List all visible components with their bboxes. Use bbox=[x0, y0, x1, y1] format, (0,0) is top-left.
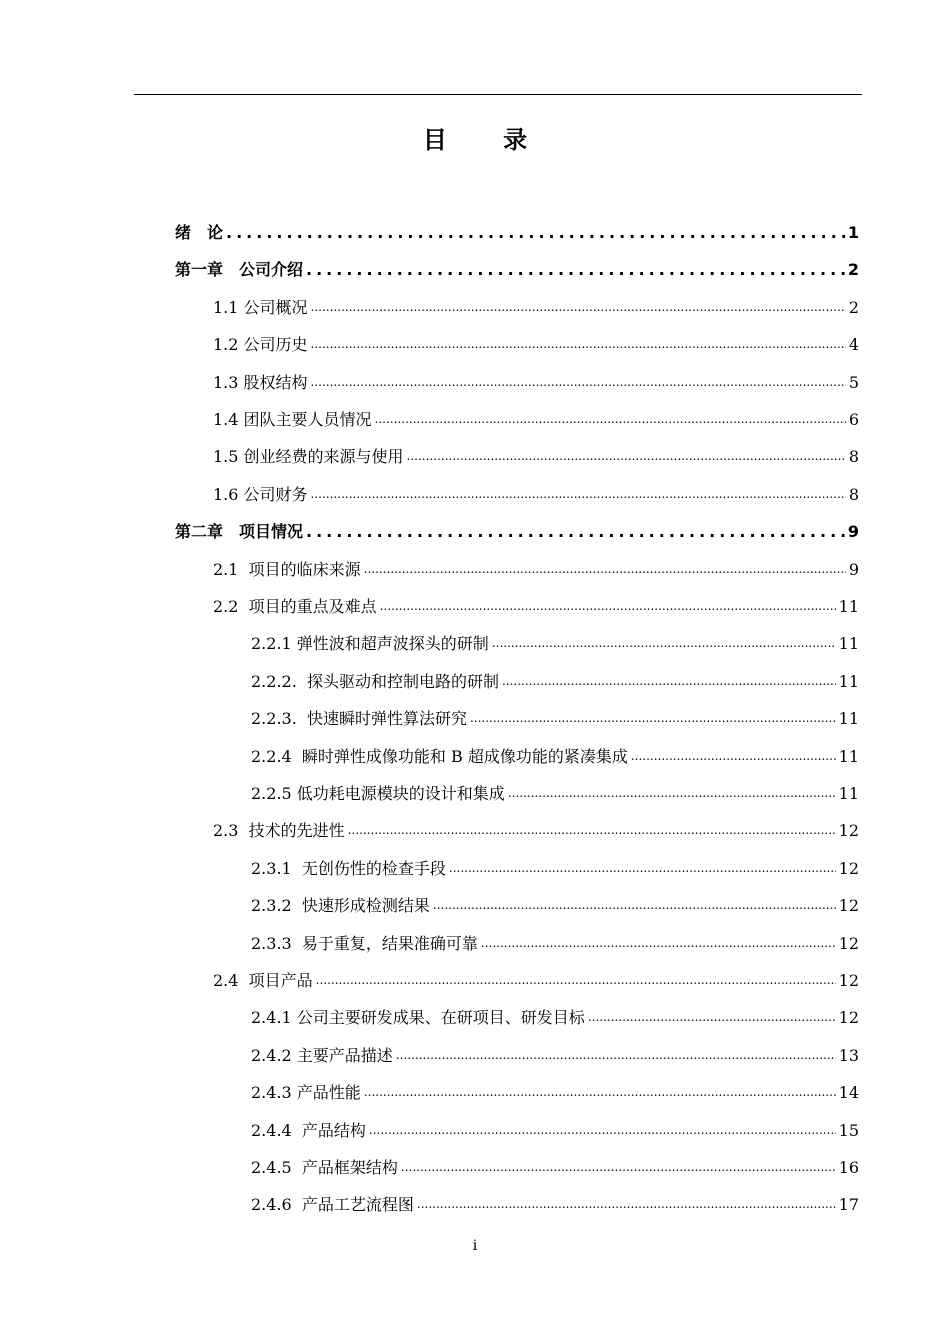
toc-subsection-entry[interactable] bbox=[251, 775, 859, 812]
toc-entry-page: 11 bbox=[838, 634, 859, 654]
header-rule bbox=[134, 94, 862, 95]
toc-entry-label: 2.4.4 产品结构 bbox=[251, 1120, 366, 1140]
toc-section-entry[interactable] bbox=[213, 289, 859, 326]
toc-dot-leader bbox=[407, 438, 846, 475]
toc-dot-leader bbox=[380, 588, 836, 625]
toc-entry-label: 1.2 公司历史 bbox=[213, 335, 308, 355]
toc-entry-page: 4 bbox=[848, 335, 859, 355]
toc-subsection-entry[interactable] bbox=[251, 1074, 859, 1111]
toc-entry-label: 2.2 项目的重点及难点 bbox=[213, 597, 377, 616]
toc-entry-label: 2.3.2 快速形成检测结果 bbox=[251, 896, 430, 916]
toc-chapter-entry[interactable] bbox=[175, 251, 859, 288]
toc-dot-leader bbox=[316, 962, 836, 999]
toc-dot-leader bbox=[375, 401, 846, 438]
toc-entry-page: 9 bbox=[847, 522, 859, 542]
toc-dot-leader bbox=[470, 700, 836, 737]
toc-entry-page: 11 bbox=[838, 746, 859, 766]
toc-entry-page: 11 bbox=[838, 671, 859, 691]
toc-entry-label: 2.4.3 产品性能 bbox=[251, 1083, 361, 1103]
toc-dot-leader bbox=[311, 364, 846, 401]
page-number: i bbox=[472, 1238, 478, 1254]
toc-entry-label: 2.4.1 公司主要研发成果、在研项目、研发目标 bbox=[251, 1008, 585, 1028]
toc-entry-label: 绪 论 bbox=[175, 223, 224, 242]
toc-dot-leader bbox=[508, 775, 836, 812]
toc-dot-leader bbox=[226, 214, 845, 251]
toc-entry-label: 2.1 项目的临床来源 bbox=[213, 559, 361, 579]
toc-entry-page: 12 bbox=[838, 896, 859, 916]
toc-subsection-entry[interactable] bbox=[251, 700, 859, 737]
toc-subsection-entry[interactable] bbox=[251, 625, 859, 662]
toc-entry-label: 2.4.2 主要产品描述 bbox=[251, 1045, 393, 1065]
toc-dot-leader bbox=[631, 738, 836, 775]
toc-entry-page: 2 bbox=[848, 297, 859, 317]
toc-chapter-entry[interactable] bbox=[175, 214, 859, 251]
toc-section-entry[interactable] bbox=[213, 326, 859, 363]
toc-subsection-entry[interactable] bbox=[251, 1037, 859, 1074]
toc-dot-leader bbox=[481, 925, 836, 962]
toc-entry-label: 2.4 项目产品 bbox=[213, 971, 313, 990]
toc-entry-page: 16 bbox=[838, 1158, 859, 1177]
toc-entry-label: 第二章 项目情况 bbox=[175, 522, 304, 542]
toc-subsection-entry[interactable] bbox=[251, 663, 859, 700]
toc-entry-label: 2.3.3 易于重复，结果准确可靠 bbox=[251, 933, 478, 953]
toc-entry-label: 2.2.4 瞬时弹性成像功能和 B 超成像功能的紧凑集成 bbox=[251, 746, 628, 766]
toc-chapter-entry[interactable] bbox=[175, 513, 859, 550]
toc-section-entry[interactable] bbox=[213, 364, 859, 401]
toc-dot-leader bbox=[502, 663, 836, 700]
toc-dot-leader bbox=[311, 326, 846, 363]
toc-entry-label: 1.4 团队主要人员情况 bbox=[213, 410, 372, 429]
toc-subsection-entry[interactable] bbox=[251, 1186, 859, 1223]
toc-entry-page: 14 bbox=[838, 1083, 859, 1103]
toc-entry-page: 1 bbox=[847, 223, 859, 242]
toc-section-entry[interactable] bbox=[213, 588, 859, 625]
toc-entry-page: 8 bbox=[848, 447, 859, 467]
toc-dot-leader bbox=[311, 289, 846, 326]
toc-entry-page: 2 bbox=[847, 260, 859, 280]
toc-subsection-entry[interactable] bbox=[251, 1149, 859, 1186]
toc-subsection-entry[interactable] bbox=[251, 925, 859, 962]
toc-entry-label: 1.3 股权结构 bbox=[213, 372, 308, 392]
toc-entry-page: 12 bbox=[838, 858, 859, 878]
toc-section-entry[interactable] bbox=[213, 401, 859, 438]
toc-dot-leader bbox=[306, 513, 845, 550]
toc-subsection-entry[interactable] bbox=[251, 887, 859, 924]
toc-dot-leader bbox=[364, 551, 846, 588]
toc-section-entry[interactable] bbox=[213, 551, 859, 588]
toc-entry-label: 2.2.2. 探头驱动和控制电路的研制 bbox=[251, 671, 499, 691]
toc-dot-leader bbox=[417, 1186, 836, 1223]
toc-section-entry[interactable] bbox=[213, 438, 859, 475]
toc-entry-page: 13 bbox=[838, 1045, 859, 1065]
toc-entry-page: 11 bbox=[838, 597, 859, 616]
toc-entry-page: 9 bbox=[848, 559, 859, 579]
toc-dot-leader bbox=[311, 476, 846, 513]
toc-dot-leader bbox=[396, 1037, 836, 1074]
toc-dot-leader bbox=[492, 625, 836, 662]
toc-entry-page: 17 bbox=[838, 1195, 859, 1215]
toc-dot-leader bbox=[369, 1112, 836, 1149]
toc-section-entry[interactable] bbox=[213, 962, 859, 999]
toc-dot-leader bbox=[364, 1074, 836, 1111]
toc-entry-label: 1.1 公司概况 bbox=[213, 297, 308, 317]
toc-entry-page: 15 bbox=[838, 1120, 859, 1140]
toc-entry-label: 1.6 公司财务 bbox=[213, 484, 308, 504]
toc-entry-page: 12 bbox=[838, 971, 859, 990]
toc-dot-leader bbox=[306, 251, 845, 288]
toc-dot-leader bbox=[401, 1149, 836, 1186]
toc-dot-leader bbox=[433, 887, 836, 924]
toc-entry-label: 2.4.5 产品框架结构 bbox=[251, 1158, 398, 1177]
toc-entry-label: 2.3 技术的先进性 bbox=[213, 821, 345, 841]
toc-entry-label: 第一章 公司介绍 bbox=[175, 260, 304, 280]
toc-entry-page: 11 bbox=[838, 709, 859, 729]
toc-entry-label: 2.4.6 产品工艺流程图 bbox=[251, 1195, 414, 1215]
toc-entry-page: 12 bbox=[838, 933, 859, 953]
toc-subsection-entry[interactable] bbox=[251, 738, 859, 775]
toc-section-entry[interactable] bbox=[213, 476, 859, 513]
toc-subsection-entry[interactable] bbox=[251, 999, 859, 1036]
toc-entry-page: 5 bbox=[848, 372, 859, 392]
toc-entry-page: 12 bbox=[838, 821, 859, 841]
toc-dot-leader bbox=[449, 850, 836, 887]
toc-entry-label: 2.2.3. 快速瞬时弹性算法研究 bbox=[251, 709, 467, 729]
toc-entry-page: 12 bbox=[838, 1008, 859, 1028]
toc-entry-page: 8 bbox=[848, 484, 859, 504]
toc-subsection-entry[interactable] bbox=[251, 850, 859, 887]
toc-entry-label: 2.3.1 无创伤性的检查手段 bbox=[251, 858, 446, 878]
toc-entry-page: 11 bbox=[838, 784, 859, 803]
toc-entry-label: 1.5 创业经费的来源与使用 bbox=[213, 447, 404, 467]
toc-dot-leader bbox=[348, 812, 836, 849]
toc-entry-label: 2.2.5 低功耗电源模块的设计和集成 bbox=[251, 784, 505, 803]
page-title: 目 录 bbox=[422, 126, 552, 154]
toc-subsection-entry[interactable] bbox=[251, 1112, 859, 1149]
toc-entry-label: 2.2.1 弹性波和超声波探头的研制 bbox=[251, 634, 489, 654]
toc-dot-leader bbox=[588, 999, 836, 1036]
toc-entry-page: 6 bbox=[848, 410, 859, 429]
toc-section-entry[interactable] bbox=[213, 812, 859, 849]
